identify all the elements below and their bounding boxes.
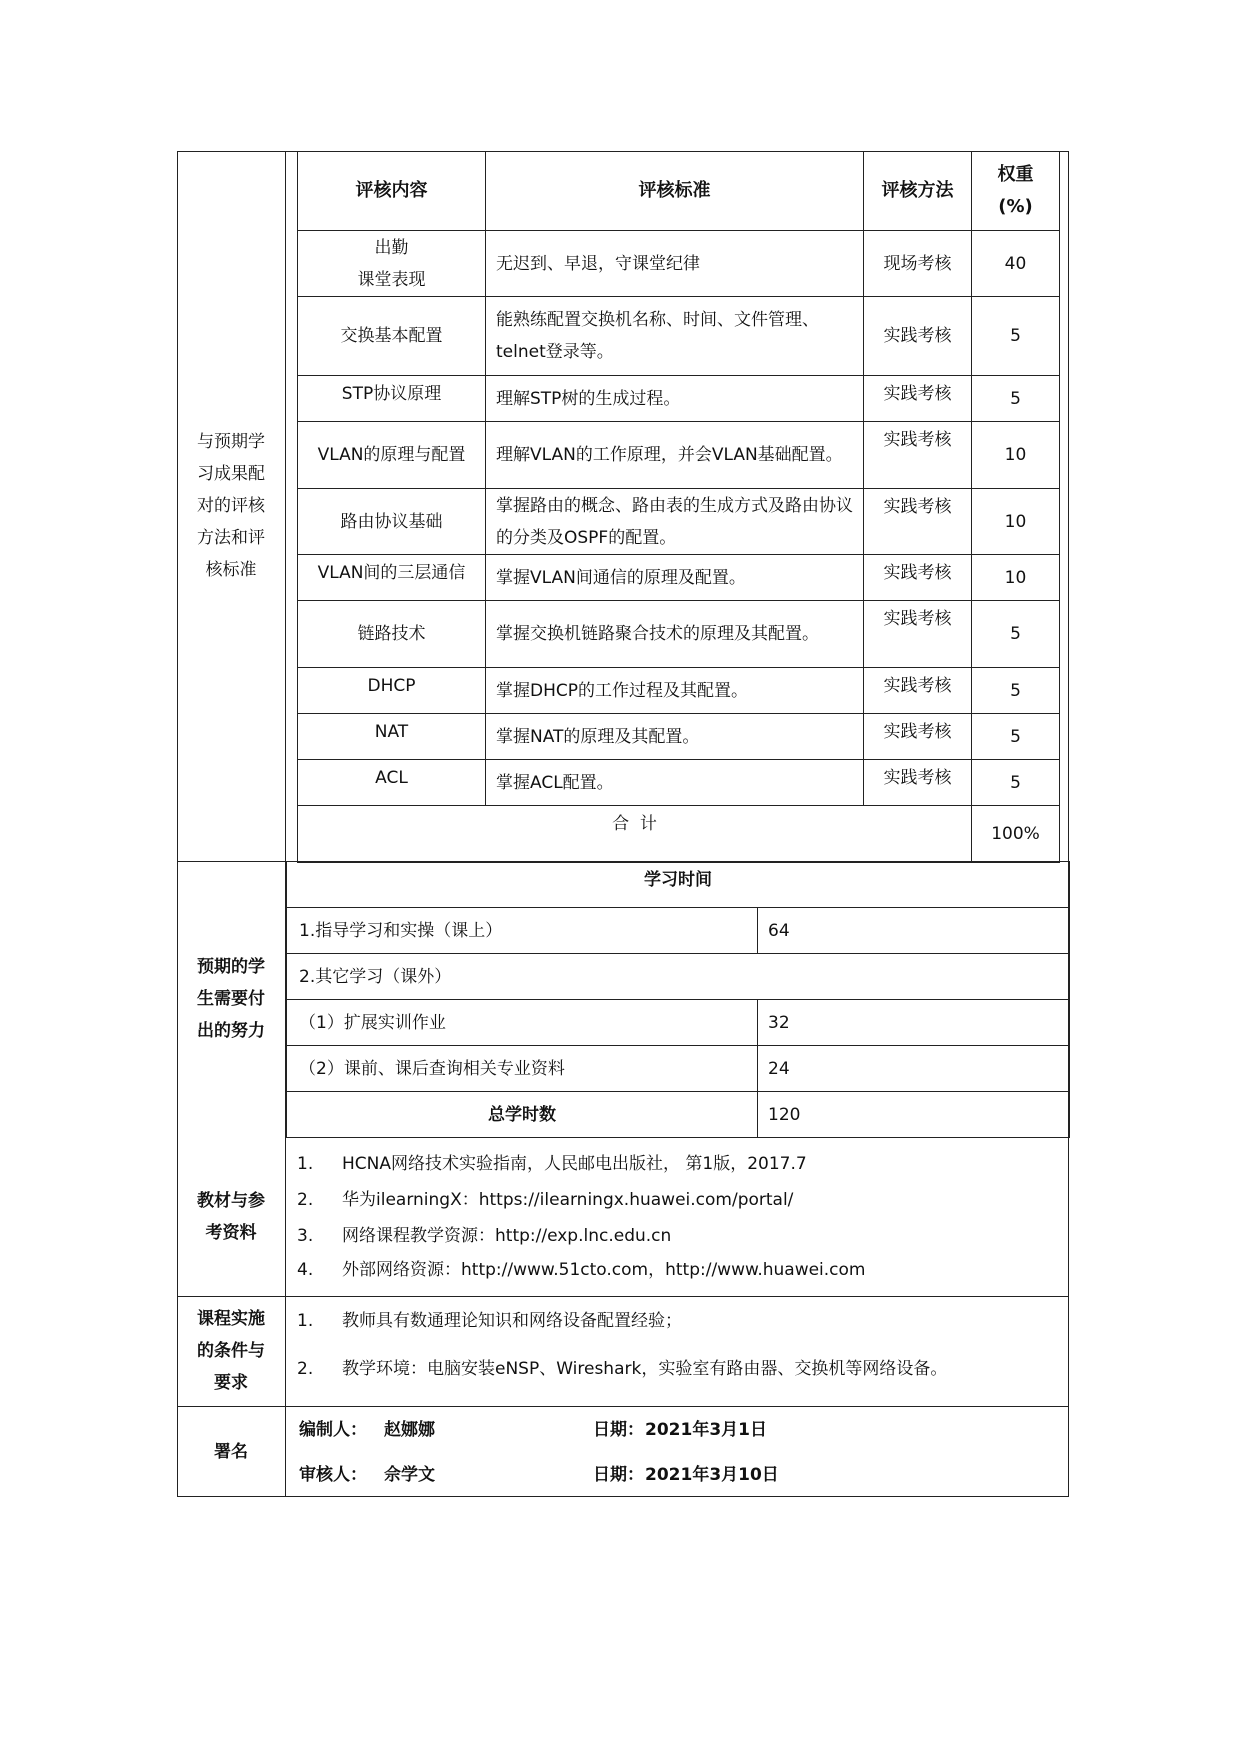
table-row (287, 1046, 1070, 1092)
label-line: 考资料 (205, 1222, 257, 1243)
study-time-header: 学习时间 (287, 862, 1070, 908)
label-line: 与预期学 (197, 432, 265, 452)
row-method: 实践考核 (864, 714, 972, 760)
row-method: 实践考核 (864, 297, 972, 376)
row-standard: 掌握交换机链路聚合技术的原理及其配置。 (486, 601, 864, 668)
row-method: 实践考核 (864, 422, 972, 489)
section-divider (177, 1406, 1069, 1407)
label-line: 课程实施 (197, 1309, 265, 1329)
total-label: 合 计 (298, 806, 972, 863)
table-row (298, 489, 1060, 555)
table-row (287, 1000, 1070, 1046)
row-weight: 5 (972, 601, 1060, 668)
row-content: VLAN间的三层通信 (298, 555, 486, 601)
reviewer-label: 审核人： (299, 1465, 367, 1485)
table-row (298, 714, 1060, 760)
signature-section-label (177, 1406, 286, 1497)
table-row (298, 760, 1060, 806)
assessment-header-row (298, 152, 1060, 231)
editor-name: 赵娜娜 (384, 1420, 435, 1440)
table-row (287, 908, 1070, 954)
header-content: 评核内容 (298, 152, 486, 231)
content-line: 课堂表现 (357, 269, 426, 290)
item-text: HCNA网络技术实验指南，人民邮电出版社， 第1版，2017.7 (342, 1154, 807, 1174)
row-standard: 掌握ACL配置。 (486, 760, 864, 806)
row-content: ACL (298, 760, 486, 806)
item-text: 教师具有数通理论知识和网络设备配置经验； (342, 1311, 682, 1331)
row-content: 路由协议基础 (298, 489, 486, 555)
item-number: 1. (297, 1311, 314, 1331)
row-weight: 5 (972, 760, 1060, 806)
row-weight: 40 (972, 231, 1060, 297)
row-weight: 10 (972, 422, 1060, 489)
table-row (287, 954, 1070, 1000)
label-line: 出的努力 (197, 1021, 265, 1041)
item-number: 4. (297, 1260, 314, 1280)
row-method: 实践考核 (864, 376, 972, 422)
row-method: 实践考核 (864, 555, 972, 601)
row-standard: 掌握VLAN间通信的原理及配置。 (486, 555, 864, 601)
label-line: 署名 (214, 1441, 248, 1462)
list-item (297, 1354, 947, 1379)
label-line: 要求 (214, 1373, 248, 1393)
list-item (297, 1255, 866, 1280)
assessment-table (297, 151, 1060, 863)
header-method: 评核方法 (864, 152, 972, 231)
row-standard: 掌握DHCP的工作过程及其配置。 (486, 668, 864, 714)
section-divider (177, 1296, 1069, 1297)
label-line: 预期的学 (197, 957, 265, 977)
row-method: 实践考核 (864, 489, 972, 555)
label-line: 生需要付 (197, 989, 265, 1009)
row-weight: 5 (972, 668, 1060, 714)
row-weight: 5 (972, 297, 1060, 376)
total-hours-value: 120 (758, 1092, 1070, 1138)
row-method: 实践考核 (864, 668, 972, 714)
row-standard: 掌握路由的概念、路由表的生成方式及路由协议的分类及OSPF的配置。 (486, 489, 864, 555)
conditions-section-label (177, 1296, 286, 1406)
row-weight: 5 (972, 714, 1060, 760)
row-standard: 理解VLAN的工作原理，并会VLAN基础配置。 (486, 422, 864, 489)
item-text: 网络课程教学资源：http://exp.lnc.edu.cn (342, 1226, 672, 1246)
row-content: 交换基本配置 (298, 297, 486, 376)
row-standard: 掌握NAT的原理及其配置。 (486, 714, 864, 760)
reviewer-date: 2021年3月10日 (645, 1465, 779, 1485)
guided-study-label: 1.指导学习和实操（课上） (287, 908, 758, 954)
list-item (297, 1185, 793, 1210)
table-row (287, 1092, 1070, 1138)
row-standard: 无迟到、早退，守课堂纪律 (486, 231, 864, 297)
item-number: 3. (297, 1226, 314, 1246)
weight-header-line1: 权重 (997, 164, 1034, 185)
total-row (298, 806, 1060, 863)
label-line: 教材与参 (197, 1190, 265, 1211)
table-row (298, 668, 1060, 714)
row-content: 链路技术 (298, 601, 486, 668)
row-content: VLAN的原理与配置 (298, 422, 486, 489)
study-time-table (286, 861, 1070, 1138)
study-header-row (287, 862, 1070, 908)
row-content: STP协议原理 (298, 376, 486, 422)
extended-training-hours: 32 (758, 1000, 1070, 1046)
table-row (298, 231, 1060, 297)
row-weight: 5 (972, 376, 1060, 422)
label-line: 核标准 (205, 560, 257, 580)
table-row (298, 376, 1060, 422)
guided-study-hours: 64 (758, 908, 1070, 954)
label-line: 对的评核 (197, 496, 265, 516)
effort-section-label (177, 861, 286, 1137)
table-row (298, 601, 1060, 668)
row-method: 现场考核 (864, 231, 972, 297)
reference-query-label: （2）课前、课后查询相关专业资料 (287, 1046, 758, 1092)
header-weight (972, 152, 1060, 231)
row-content: NAT (298, 714, 486, 760)
extended-training-label: （1）扩展实训作业 (287, 1000, 758, 1046)
row-method: 实践考核 (864, 601, 972, 668)
row-weight: 10 (972, 555, 1060, 601)
table-row (298, 422, 1060, 489)
row-standard: 能熟练配置交换机名称、时间、文件管理、telnet登录等。 (486, 297, 864, 376)
header-standard: 评核标准 (486, 152, 864, 231)
table-row (298, 555, 1060, 601)
assessment-section-label (177, 151, 286, 861)
label-line: 方法和评 (197, 528, 265, 548)
editor-label: 编制人： (299, 1420, 367, 1440)
item-text: 华为ilearningX：https://ilearningx.huawei.com/portal/ (342, 1190, 794, 1210)
row-content: DHCP (298, 668, 486, 714)
list-item (297, 1149, 807, 1174)
total-value: 100% (972, 806, 1060, 863)
row-content (298, 231, 486, 297)
reference-query-hours: 24 (758, 1046, 1070, 1092)
item-text: 外部网络资源：http://www.51cto.com，http://www.huawei.com (342, 1260, 866, 1280)
other-study-label: 2.其它学习（课外） (287, 954, 1070, 1000)
reviewer-name: 佘学文 (384, 1465, 435, 1485)
label-line: 的条件与 (197, 1341, 265, 1361)
item-number: 2. (297, 1190, 314, 1210)
row-weight: 10 (972, 489, 1060, 555)
editor-date-label: 日期： (593, 1420, 644, 1440)
editor-date: 2021年3月1日 (645, 1420, 767, 1440)
list-item (297, 1306, 682, 1331)
list-item (297, 1221, 671, 1246)
weight-header-line2: (%) (998, 196, 1033, 217)
row-standard: 理解STP树的生成过程。 (486, 376, 864, 422)
total-hours-label: 总学时数 (287, 1092, 758, 1138)
item-number: 2. (297, 1359, 314, 1379)
table-row (298, 297, 1060, 376)
label-line: 习成果配 (197, 464, 265, 484)
row-method: 实践考核 (864, 760, 972, 806)
reviewer-date-label: 日期： (593, 1465, 644, 1485)
item-text: 教学环境：电脑安装eNSP、Wireshark，实验室有路由器、交换机等网络设备。 (342, 1359, 948, 1379)
content-line: 出勤 (374, 237, 409, 258)
materials-section-label (177, 1137, 286, 1296)
item-number: 1. (297, 1154, 314, 1174)
